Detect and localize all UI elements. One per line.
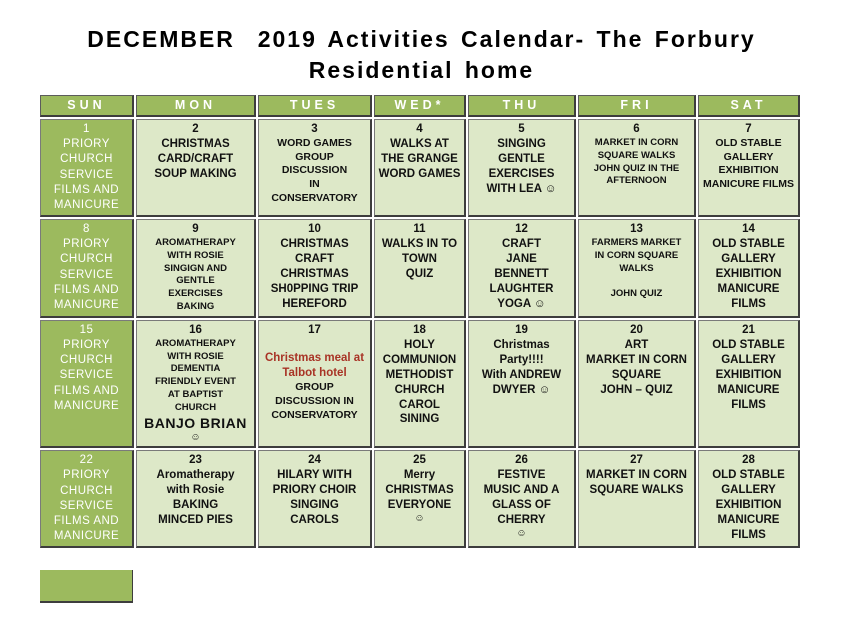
activity-line: IN: [309, 177, 320, 190]
activity-line: LAUGHTER: [489, 282, 554, 295]
day-number: 9: [192, 223, 199, 236]
calendar-title-line1: DECEMBER 2019 Activities Calendar- The Forbury: [87, 26, 756, 52]
activity-line: OLD STABLE: [712, 338, 785, 351]
day-number: 22: [79, 454, 94, 467]
calendar-cell-day-22: [40, 450, 134, 548]
calendar-cell-day-4: [374, 119, 466, 217]
day-number: 6: [633, 123, 640, 135]
day-number: 4: [416, 123, 423, 135]
day-number: 15: [79, 323, 94, 336]
calendar-cell-day-12: [468, 219, 576, 318]
activity-line: SQUARE WALKS: [597, 149, 676, 161]
activity-line: MARKET IN CORN: [586, 469, 687, 482]
activity-line: WALKS AT: [390, 137, 449, 150]
activity-line: CHRISTMAS: [280, 237, 349, 250]
activity-line: FILMS: [731, 528, 766, 541]
activity-line: WALKS IN TO: [381, 237, 458, 250]
empty-sunday-cell: [40, 570, 133, 603]
day-number: 12: [515, 223, 528, 236]
activity-line: Merry: [403, 469, 436, 482]
activity-line: ☺: [414, 512, 425, 524]
activity-line: EVERYONE: [387, 498, 452, 511]
day-header-row: [40, 95, 800, 117]
activity-line: SQUARE WALKS: [589, 484, 684, 497]
activity-line: GROUP: [295, 150, 334, 163]
activity-line: MANICURE: [53, 530, 120, 543]
activity-line: GALLERY: [723, 150, 774, 163]
activity-line: AROMATHERAPY: [155, 236, 236, 248]
day-number: 16: [189, 323, 202, 336]
calendar-cell-day-23: [136, 450, 256, 548]
calendar-cell-day-11: [374, 219, 466, 318]
day-number: 19: [515, 323, 528, 336]
calendar-cell-day-14: [698, 219, 800, 318]
activity-line: OLD STABLE: [715, 136, 782, 149]
activity-line: Party!!!!: [499, 353, 544, 366]
calendar-cell-day-19: [468, 320, 576, 448]
activity-line: ☺: [190, 432, 201, 444]
activity-line: MARKET IN CORN: [586, 353, 687, 366]
activity-line: ☺: [516, 527, 527, 539]
activity-line: PRIORY: [63, 339, 110, 352]
activity-line: EXERCISES: [168, 288, 223, 300]
activity-line: BAKING: [176, 301, 215, 313]
activity-line: MINCED PIES: [158, 513, 233, 526]
activity-line: FILMS AND: [53, 283, 120, 296]
activity-line: SINGING: [290, 498, 339, 511]
activity-line: IN CORN SQUARE: [594, 249, 679, 261]
activity-line: HILARY WITH: [277, 469, 352, 482]
activity-line: CHURCH: [394, 383, 445, 396]
activity-line: EXHIBITION: [715, 267, 782, 280]
activity-line: GENTLE: [176, 275, 215, 287]
day-number: 10: [308, 223, 321, 236]
activity-line: JOHN QUIZ IN THE: [593, 162, 680, 174]
activities-calendar-table: [38, 93, 802, 550]
activity-line: FESTIVE: [497, 469, 546, 482]
day-header-fri: FRI: [578, 95, 696, 117]
day-number: 26: [515, 454, 528, 467]
activity-line: GALLERY: [721, 484, 776, 497]
activity-line: FILMS: [731, 297, 766, 310]
activity-line: OLD STABLE: [712, 469, 785, 482]
activity-line: PRIORY: [63, 238, 110, 251]
activity-line: CAROL: [399, 398, 440, 411]
activity-line: THE GRANGE: [381, 152, 458, 165]
activity-line: COMMUNION: [382, 353, 457, 366]
calendar-cell-day-27: [578, 450, 696, 548]
day-number: 18: [413, 323, 426, 336]
activity-line: DISCUSSION: [281, 164, 348, 177]
activity-line: SINGIGN AND: [164, 262, 227, 274]
calendar-cell-day-10: [258, 219, 372, 318]
activity-line: With ANDREW: [481, 368, 562, 381]
activity-line: CHRISTMAS: [385, 484, 454, 497]
calendar-cell-day-3: [258, 119, 372, 217]
week-row: [40, 450, 800, 548]
activity-line: BENNETT: [494, 267, 549, 280]
activity-line: CHERRY: [497, 513, 546, 526]
calendar-cell-day-1: [40, 119, 134, 217]
day-number: 25: [413, 454, 426, 467]
activity-line: CRAFT: [502, 237, 541, 250]
activity-line: SOUP MAKING: [154, 167, 237, 180]
day-number: 7: [745, 123, 752, 135]
day-header-thu: THU: [468, 95, 576, 117]
activity-line: MANICURE: [717, 513, 780, 526]
calendar-title-line2: Residential home: [308, 57, 535, 83]
day-number: 20: [630, 323, 643, 336]
activity-line: EXHIBITION: [715, 368, 782, 381]
day-number: 28: [742, 454, 755, 467]
day-number: 8: [83, 223, 90, 236]
activity-line: CHURCH: [60, 484, 113, 497]
activity-line: ART: [624, 338, 649, 351]
activity-line: SERVICE: [59, 168, 114, 181]
calendar-cell-day-13: [578, 219, 696, 318]
activity-line: CAROLS: [290, 513, 339, 526]
activity-line: SERVICE: [59, 369, 114, 382]
activity-line: EXERCISES: [488, 167, 555, 180]
activity-line: MANICURE FILMS: [703, 177, 794, 190]
day-number: 11: [413, 223, 426, 236]
calendar-cell-day-25: [374, 450, 466, 548]
activity-line: SH0PPING TRIP: [270, 282, 359, 295]
calendar-cell-day-20: [578, 320, 696, 448]
activity-line: EXHIBITION: [715, 498, 782, 511]
activity-line: Talbot hotel: [282, 367, 347, 380]
calendar-cell-day-26: [468, 450, 576, 548]
activity-line: WALKS: [619, 262, 654, 274]
day-header-wed: WED*: [374, 95, 466, 117]
activity-line: SQUARE: [611, 368, 662, 381]
activity-line: PRIORY: [63, 469, 110, 482]
activity-line: METHODIST: [385, 368, 454, 381]
activity-line: WITH ROSIE: [167, 249, 224, 261]
activity-line: Aromatherapy: [156, 469, 235, 482]
activity-line: CHRISTMAS: [161, 137, 230, 150]
activity-line: CONSERVATORY: [271, 191, 358, 204]
activity-line: GLASS OF: [492, 498, 551, 511]
activity-line: WITH LEA ☺: [486, 182, 557, 195]
activity-line: DISCUSSION IN: [275, 394, 354, 407]
activity-line: Christmas meal at: [264, 352, 365, 365]
day-number: 27: [630, 454, 643, 467]
activity-line: CHURCH: [60, 153, 113, 166]
calendar-cell-day-6: [578, 119, 696, 217]
calendar-cell-day-28: [698, 450, 800, 548]
day-header-tues: TUES: [258, 95, 372, 117]
activity-line: EXHIBITION: [718, 164, 779, 177]
activity-line: CHRISTMAS: [280, 267, 349, 280]
day-number: 24: [308, 454, 321, 467]
activity-line: [260, 338, 369, 352]
week-row: [40, 320, 800, 448]
activity-line: FILMS AND: [53, 514, 120, 527]
calendar-cell-day-2: [136, 119, 256, 217]
activity-line: PRIORY: [63, 138, 110, 151]
activity-line: FILMS AND: [53, 384, 120, 397]
week-row: [40, 119, 800, 217]
activity-line: PRIORY CHOIR: [272, 484, 357, 497]
activity-line: SINING: [399, 413, 440, 426]
activity-line: JANE: [506, 252, 537, 265]
activity-line: SERVICE: [59, 268, 114, 281]
activity-line: FARMERS MARKET: [591, 236, 682, 248]
day-header-sun: SUN: [40, 95, 134, 117]
activity-line: TOWN: [402, 252, 437, 265]
day-number: 14: [742, 223, 755, 236]
day-number: 1: [83, 123, 90, 135]
calendar-body: [40, 119, 800, 548]
day-number: 2: [192, 123, 199, 135]
calendar-cell-day-7: [698, 119, 800, 217]
activity-line: GROUP: [295, 381, 334, 394]
activity-line: CRAFT: [295, 252, 334, 265]
activity-line: DEMENTIA: [170, 363, 221, 375]
activity-line: AFTERNOON: [606, 175, 667, 187]
activity-line: SINGING: [497, 137, 546, 150]
activity-line: CHURCH: [60, 354, 113, 367]
calendar-cell-day-21: [698, 320, 800, 448]
activity-line: GALLERY: [721, 353, 776, 366]
activity-line: FILMS AND: [53, 183, 120, 196]
day-number: 23: [189, 454, 202, 467]
week-row: [40, 219, 800, 318]
activity-line: WORD GAMES: [378, 167, 461, 180]
activity-line: CARD/CRAFT: [157, 152, 234, 165]
activity-line: MANICURE: [717, 383, 780, 396]
calendar-title: [0, 24, 843, 86]
activity-line: with Rosie: [166, 484, 225, 497]
activity-line: Christmas: [493, 338, 550, 351]
calendar-cell-day-5: [468, 119, 576, 217]
calendar-cell-day-9: [136, 219, 256, 318]
activity-line: FRIENDLY EVENT: [155, 376, 236, 388]
day-number: 13: [630, 223, 643, 236]
day-number: 3: [311, 123, 318, 135]
calendar-cell-day-24: [258, 450, 372, 548]
day-number: 17: [308, 323, 321, 336]
activity-line: OLD STABLE: [712, 237, 785, 250]
day-header-mon: MON: [136, 95, 256, 117]
activity-line: MUSIC AND A: [483, 484, 560, 497]
activity-line: GALLERY: [721, 252, 776, 265]
activity-line: BAKING: [172, 498, 219, 511]
activity-line: BANJO BRIAN: [144, 414, 247, 431]
activity-line: WITH ROSIE: [167, 350, 224, 362]
activity-line: HOLY: [404, 338, 435, 351]
activity-line: CHURCH: [60, 253, 113, 266]
day-number: 5: [518, 123, 525, 135]
activity-line: FILMS: [731, 398, 766, 411]
activity-line: QUIZ: [405, 267, 434, 280]
activity-line: MANICURE: [717, 282, 780, 295]
activity-line: CONSERVATORY: [271, 408, 358, 421]
activity-line: MARKET IN CORN: [594, 136, 679, 148]
calendar-cell-day-17: [258, 320, 372, 448]
calendar-cell-day-8: [40, 219, 134, 318]
activity-line: YOGA ☺: [497, 297, 546, 310]
activity-line: MANICURE: [53, 399, 120, 412]
day-number: 21: [742, 323, 755, 336]
activity-line: JOHN QUIZ: [610, 288, 663, 300]
activity-line: GENTLE: [498, 152, 545, 165]
activity-line: AROMATHERAPY: [155, 337, 236, 349]
activity-line: SERVICE: [59, 499, 114, 512]
calendar-cell-day-15: [40, 320, 134, 448]
activity-line: CHURCH: [174, 401, 217, 413]
activity-line: MANICURE: [53, 298, 120, 311]
activity-line: MANICURE: [53, 198, 120, 211]
calendar-cell-day-18: [374, 320, 466, 448]
activity-line: WORD GAMES: [277, 136, 352, 149]
activity-line: AT BAPTIST: [167, 389, 224, 401]
calendar-cell-day-16: [136, 320, 256, 448]
activity-line: HEREFORD: [282, 297, 347, 310]
day-header-sat: SAT: [698, 95, 800, 117]
activity-line: DWYER ☺: [492, 383, 551, 396]
activity-line: JOHN – QUIZ: [600, 383, 673, 396]
activity-line: [580, 275, 693, 288]
